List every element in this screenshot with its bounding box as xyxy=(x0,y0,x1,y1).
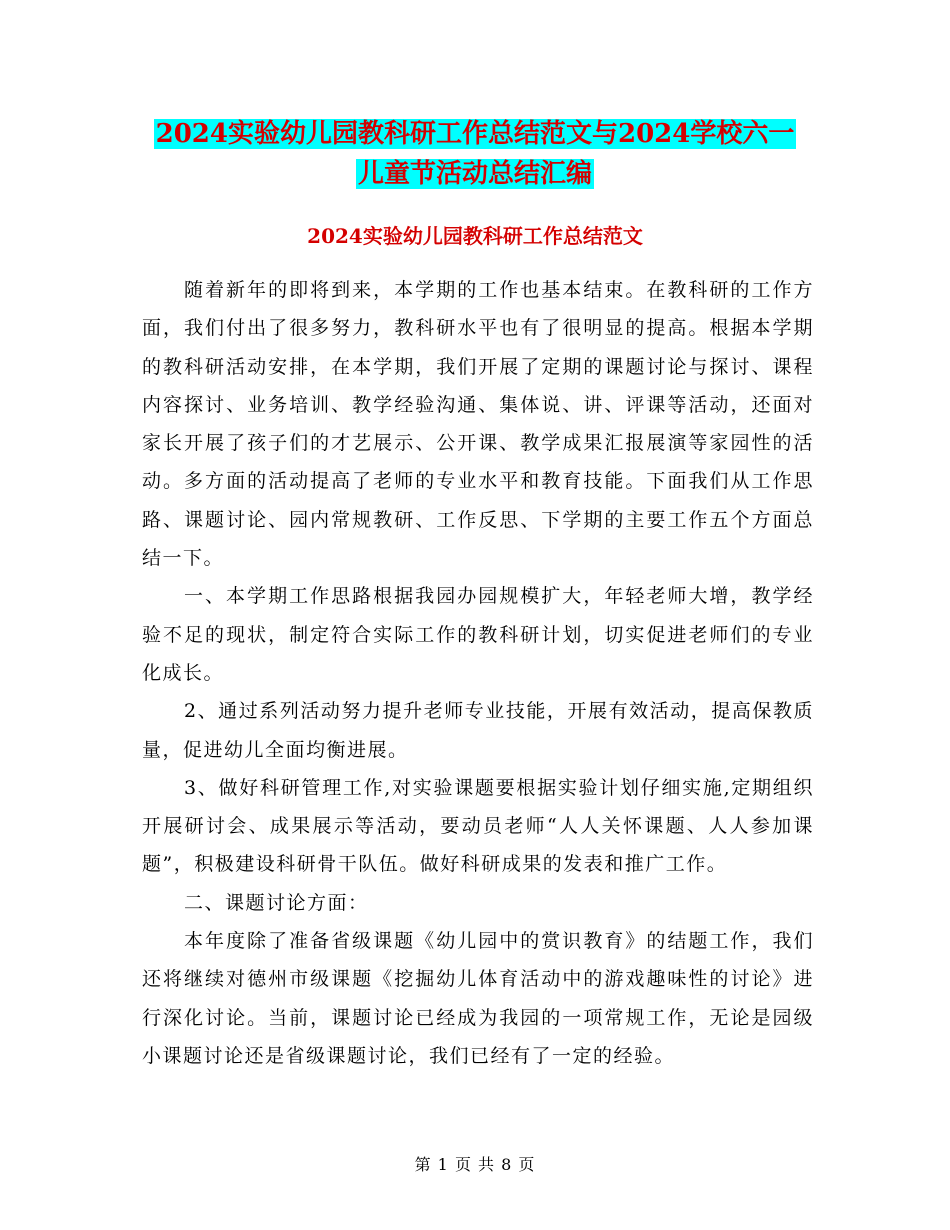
document-title-line-2 xyxy=(0,152,950,196)
page-footer: 第 1 页 共 8 页 xyxy=(414,1155,536,1174)
document-title-highlight-1: 2024实验幼儿园教科研工作总结范文与2024学校六一 xyxy=(155,119,795,149)
paragraph-2: 一、本学期工作思路根据我园办园规模扩大，年轻老师大增，教学经验不足的现状，制定符合实际工作的教科研计划，切实促进老师们的专业化成长。 xyxy=(142,585,814,684)
document-title-line-1 xyxy=(0,112,950,156)
document-body xyxy=(142,271,814,1075)
paragraph-6: 本年度除了准备省级课题《幼儿园中的赏识教育》的结题工作，我们还将继续对德州市级课题《挖掘幼儿体育活动中的游戏趣味性的讨论》进行深化讨论。当前，课题讨论已经成为我园的一项常规工作，无论是园级小课题讨论还是省级课题讨论，我们已经有了一定的经验。 xyxy=(142,930,814,1067)
paragraph-3: 2、通过系列活动努力提升老师专业技能，开展有效活动，提高保教质量，促进幼儿全面均衡进展。 xyxy=(142,700,814,761)
document-title-highlight-2: 儿童节活动总结汇编 xyxy=(357,159,592,189)
paragraph-4: 3、做好科研管理工作,对实验课题要根据实验计划仔细实施,定期组织开展研讨会、成果展示等活动，要动员老师“人人关怀课题、人人参加课题”，积极建设科研骨干队伍。做好科研成果的发表和推广工作。 xyxy=(142,776,814,876)
section-title: 2024实验幼儿园教科研工作总结范文 xyxy=(307,224,643,248)
paragraph-1: 随着新年的即将到来，本学期的工作也基本结束。在教科研的工作方面，我们付出了很多努力，教科研水平也有了很明显的提高。根据本学期的教科研活动安排，在本学期，我们开展了定期的课题讨论与探讨、课程内容探讨、业务培训、教学经验沟通、集体说、讲、评课等活动，还面对家长开展了孩子们的才艺展示、公开课、教学成果汇报展演等家园性的活动。多方面的活动提高了老师的专业水平和教育技能。下面我们从工作思路、课题讨论、园内常规教研、工作反思、下学期的主要工作五个方面总结一下。 xyxy=(142,279,814,570)
paragraph-5: 二、课题讨论方面： xyxy=(184,891,369,914)
